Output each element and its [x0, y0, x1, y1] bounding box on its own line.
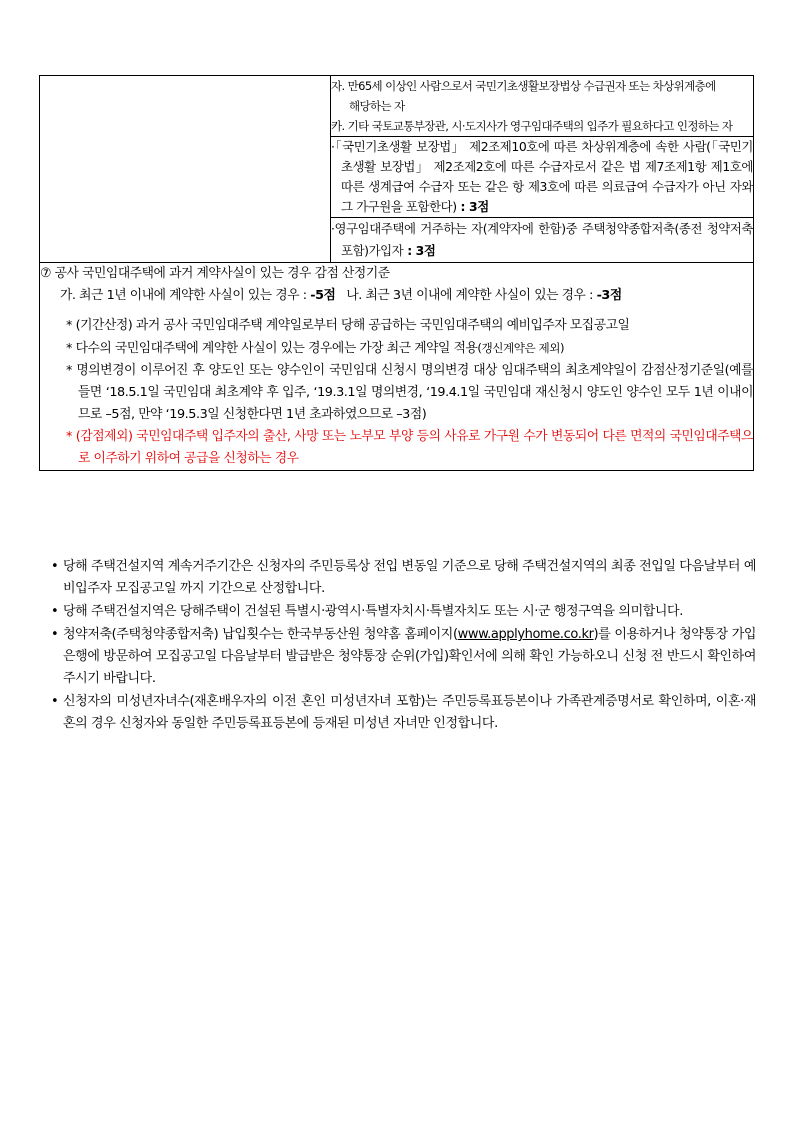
- bullet-text: 당해 주택건설지역은 당해주택이 건설된 특별시·광역시·특별자치시·특별자치도 또는 시·군 행정구역을 의미합니다.: [63, 604, 683, 619]
- table-row: [40, 76, 754, 137]
- note-item-exemption: [40, 426, 753, 470]
- permanent-rental-text: ·영구임대주택에 거주하는 자(계약자에 한함)중 주택청약종합저축(종전 청약저축 포함)가입자: [331, 221, 753, 258]
- list-item-ja-continued: 해당하는 자: [349, 99, 405, 113]
- criterion-na-score: -3점: [596, 288, 622, 303]
- table-row: [40, 263, 754, 471]
- list-item: [38, 556, 756, 600]
- note-item: [40, 315, 753, 337]
- criterion-na: 나. 최근 3년 이내에 계약한 사실이 있는 경우 :: [335, 288, 597, 303]
- note-text: (감점제외) 국민임대주택 입주자의 출산, 사망 또는 노부모 부양 등의 사유로 가구원 수가 변동되어 다른 면적의 국민임대주택으로 이주하기 위하여 공급을 신청하는 경우: [75, 429, 753, 466]
- note-text: (기간산정) 과거 공사 국민임대주택 계약일로부터 당해 공급하는 국민임대주택의 예비입주자 모집공고일: [75, 318, 630, 333]
- permanent-rental-cell: [331, 218, 754, 263]
- note-item: [40, 360, 753, 426]
- list-item: [38, 601, 756, 623]
- permanent-rental-score: : 3점: [403, 243, 436, 258]
- asterisk-icon: *: [66, 429, 72, 444]
- note-small-text: (갱신계약은 제외): [477, 341, 565, 355]
- list-item: [38, 691, 756, 735]
- bullet-text: 청약저축(주택청약종합저축) 납입횟수는 한국부동산원 청약홈 홈페이지(: [63, 627, 458, 642]
- near-poverty-text: ·「국민기초생활 보장법」 제2조제10호에 따른 차상위계층에 속한 사람(「국민기초생활 보장법」 제2조제2호에 따른 수급자로서 같은 법 제7조제1항 제1호에 따른 생계급여 수급자 또는 같은 항 제3호에 따른 의료급여 수급자가 아닌 자와 그 가구원을 포함한다): [331, 139, 753, 214]
- bullet-icon: •: [51, 627, 59, 642]
- criterion-ga: 가. 최근 1년 이내에 계약한 사실이 있는 경우 :: [60, 288, 311, 303]
- note-item: [40, 337, 753, 360]
- bullet-icon: •: [51, 559, 59, 574]
- note-text: 명의변경이 이루어진 후 양도인 또는 양수인이 국민임대 신청시 명의변경 대상 임대주택의 최초계약일이 감점산정기준일(예를 들면 ‘18.5.1일 국민임대 최초계약 후 입주, ‘19.3.1일 명의변경, ‘19.4.1일 국민임대 재신청시 양도인 양수인 모두 1년 이내이므로 –5점, 만약 ‘19.5.3일 신청한다면 1년 초과하였으므로 –3점): [76, 363, 753, 422]
- bullet-icon: •: [51, 604, 59, 619]
- asterisk-icon: *: [66, 318, 72, 333]
- criterion-ga-score: -5점: [310, 288, 336, 303]
- list-item: [38, 624, 756, 690]
- empty-left-cell: [40, 76, 331, 263]
- criteria-table: [39, 75, 754, 471]
- near-poverty-cell: [331, 137, 754, 218]
- bullet-icon: •: [51, 694, 59, 709]
- asterisk-icon: *: [66, 363, 72, 378]
- section-7-heading: ⑦ 공사 국민임대주택에 과거 계약사실이 있는 경우 감점 산정기준: [40, 266, 390, 281]
- bullet-text-continued: )를 이용하거나 청약통장 가입은행에 방문하여 모집공고일 다음날부터 발급받은 청약통장 순위(가입)확인서에 의해 확인 가능하오니 신청 전 반드시 확인하여 주시기 바랍니다.: [63, 627, 757, 686]
- notice-bullets: [38, 556, 756, 736]
- deduction-criteria: [40, 285, 753, 307]
- eligibility-list-cell: [331, 76, 754, 137]
- list-item-ja: 자. 만65세 이상인 사람으로서 국민기초생활보장법상 수급권자 또는 차상위계층에: [331, 79, 716, 93]
- note-text: 다수의 국민임대주택에 계약한 사실이 있는 경우에는 가장 최근 계약일 적용: [75, 341, 478, 356]
- bullet-text: 당해 주택건설지역 계속거주기간은 신청자의 주민등록상 전입 변동일 기준으로 당해 주택건설지역의 최종 전입일 다음날부터 예비입주자 모집공고일 까지 기간으로 산정합니다.: [63, 559, 756, 596]
- near-poverty-score: : 3점: [456, 199, 489, 214]
- applyhome-link[interactable]: www.applyhome.co.kr: [457, 627, 594, 642]
- asterisk-icon: *: [66, 341, 72, 356]
- bullet-text: 신청자의 미성년자녀수(재혼배우자의 이전 혼인 미성년자녀 포함)는 주민등록표등본이나 가족관계증명서로 확인하며, 이혼·재혼의 경우 신청자와 동일한 주민등록표등본에 등재된 미성년 자녀만 인정합니다.: [63, 694, 756, 731]
- deduction-section: [40, 263, 754, 471]
- list-item-ka: 카. 기타 국토교통부장관, 시·도지사가 영구임대주택의 입주가 필요하다고 인정하는 자: [331, 119, 733, 133]
